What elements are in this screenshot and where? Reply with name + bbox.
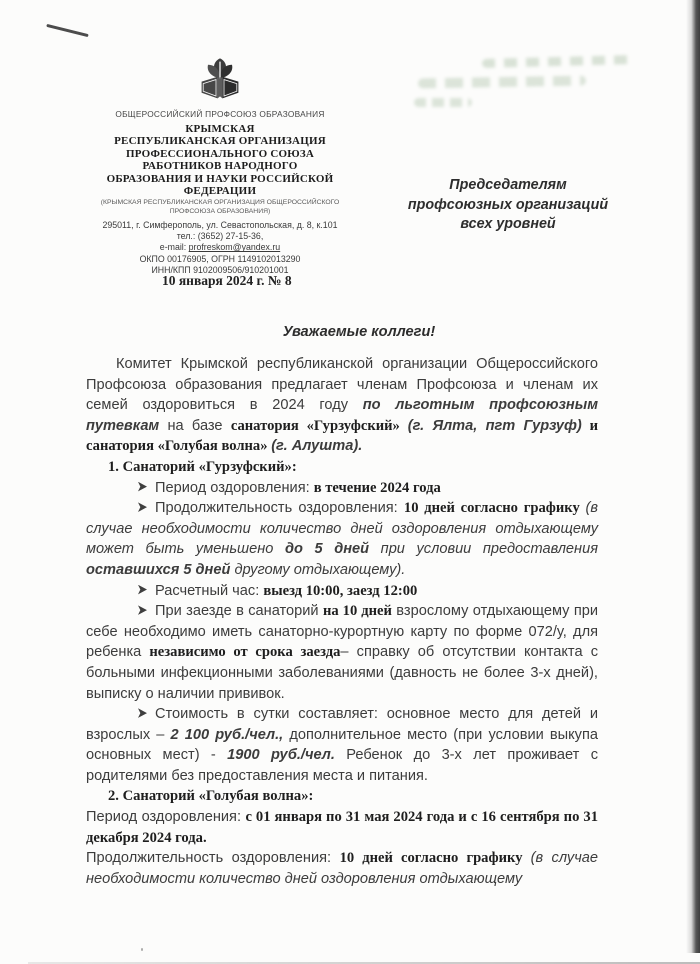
list-arrow-icon	[112, 498, 147, 519]
text-segment: и	[581, 417, 599, 434]
section-heading-gurzufsky	[86, 457, 598, 478]
text-segment: 10 дней согласно графику	[339, 850, 531, 867]
union-emblem-icon	[195, 56, 245, 104]
inn-kpp-line: ИНН/КПП 9102009506/910201001	[151, 265, 289, 276]
alt-name-line: (КРЫМСКАЯ РЕСПУБЛИКАНСКАЯ ОРГАНИЗАЦИЯ ОБЩЕРОССИЙСКОГО	[100, 199, 340, 207]
text-segment: Комитет Крымской республиканской организации Общероссийского Профсоюза образования предлагает членам Профсоюза и членам их семей оздоровиться в 2024 году	[86, 356, 598, 414]
text-segment: Продолжительность оздоровления:	[155, 500, 404, 517]
scan-speck	[141, 948, 143, 951]
recipient-block	[400, 176, 616, 235]
scan-edge-shadow	[686, 0, 700, 953]
org-name-line: ПРОФЕССИОНАЛЬНОГО СОЮЗА	[125, 147, 315, 160]
postal-address: 295011, г. Симферополь, ул. Севастопольская, д. 8, к.101	[102, 219, 338, 230]
list-arrow-icon	[112, 704, 147, 725]
section-heading-golubaya-volna	[86, 786, 598, 807]
text-segment: санатория «Гурзуфский»	[230, 417, 408, 434]
salutation: Уважаемые коллеги!	[282, 324, 436, 340]
text-segment: дополнительное место (при условии выкупа основных мест) -	[86, 726, 598, 764]
recipient-line: Председателям	[449, 177, 567, 193]
recipient-line: всех уровней	[460, 216, 556, 232]
list-arrow-icon	[112, 601, 147, 622]
ink-bleed-artifact	[414, 98, 472, 107]
text-segment: 2 100 руб./чел.,	[170, 726, 284, 743]
paragraph-duration-2	[86, 848, 598, 889]
text-segment: на 10 дней	[322, 603, 392, 620]
text-segment: 2. Санаторий «Голубая волна»:	[108, 788, 314, 805]
list-item-period	[86, 478, 598, 499]
text-segment: выезд 10:00, заезд 12:00	[263, 582, 418, 599]
list-arrow-icon	[112, 478, 147, 499]
recipient-line: профсоюзных организаций	[407, 196, 609, 213]
union-name-line: ОБЩЕРОССИЙСКИЙ ПРОФСОЮЗ ОБРАЗОВАНИЯ	[115, 109, 325, 119]
date-and-number-line: 10 января 2024 г. № 8	[162, 273, 292, 288]
text-segment: Период оздоровления:	[86, 809, 246, 826]
letter-body	[86, 354, 598, 889]
text-segment: – справку об отсутствии контакта с больными инфекционными заболеваниями (давность не более 3-х дней), выписку о наличии прививок.	[86, 644, 598, 702]
list-item-price	[86, 704, 598, 786]
text-segment: с 01 января по 31 мая 2024 года и с 16 сентября по 31 декабря 2024 года.	[86, 809, 598, 846]
text-segment: (в случае необходимости количество дней оздоровления отдыхающему	[86, 850, 598, 887]
contact-block	[100, 220, 340, 276]
text-segment: санатория «Голубая волна»	[86, 438, 272, 455]
intro-paragraph	[86, 354, 598, 457]
text-segment: 1. Санаторий «Гурзуфский»:	[108, 458, 297, 475]
text-segment: независимо от срока заезда	[149, 644, 341, 661]
email-address: profreskom@yandex.ru	[188, 242, 281, 253]
list-item-documents	[86, 601, 598, 704]
text-segment: Период оздоровления:	[155, 479, 314, 496]
text-segment: до 5 дней	[284, 541, 370, 558]
text-segment: При заезде в санаторий	[155, 603, 323, 620]
ink-bleed-artifact	[482, 55, 632, 68]
ink-bleed-artifact	[418, 76, 586, 89]
org-name-line: РЕСПУБЛИКАНСКАЯ ОРГАНИЗАЦИЯ	[114, 135, 326, 148]
text-segment: (в случае необходимости количество дней оздоровления отдыхающему может быть уменьшено	[86, 500, 598, 558]
org-name-line: ОБРАЗОВАНИЯ И НАУКИ РОССИЙСКОЙ	[106, 172, 334, 185]
org-name-line: ФЕДЕРАЦИИ	[183, 185, 257, 198]
list-arrow-icon	[112, 581, 147, 602]
text-segment: оставшихся 5 дней	[86, 561, 231, 578]
text-segment: Стоимость в сутки составляет: основное место для детей и взрослых –	[86, 706, 598, 743]
text-segment: на базе	[159, 417, 231, 434]
email-label: e-mail:	[159, 242, 189, 253]
phone-line: тел.: (3652) 27-15-36,	[176, 231, 264, 242]
org-name-line: РАБОТНИКОВ НАРОДНОГО	[142, 160, 298, 173]
letterhead-block	[100, 56, 340, 276]
organization-alt-name	[100, 199, 340, 215]
text-segment: по льготным профсоюзным путевкам	[86, 397, 598, 434]
list-item-checkout	[86, 581, 598, 602]
email-line	[100, 242, 340, 253]
text-segment: другому отдыхающему).	[230, 561, 406, 578]
org-name-line: КРЫМСКАЯ	[185, 123, 255, 135]
scan-scratch-artifact	[46, 24, 88, 37]
organization-name	[100, 123, 340, 197]
text-segment: взрослому отдыхающему при себе необходимо иметь санаторно-курортную карту по форме 072/у, для ребенка	[86, 603, 598, 661]
text-segment: Расчетный час:	[155, 582, 264, 599]
okpo-ogrn-line: ОКПО 00176905, ОГРН 1149102013290	[139, 253, 301, 264]
text-segment: при условии предоставления	[369, 541, 598, 558]
list-item-duration	[86, 498, 598, 580]
text-segment: в течение 2024 года	[313, 479, 441, 496]
text-segment: 1900 руб./чел.	[227, 747, 335, 764]
text-segment: (г. Алушта).	[271, 438, 363, 455]
paragraph-period-2	[86, 807, 598, 848]
text-segment: Ребенок до 3-х лет проживает с родителями без предоставления места и питания.	[86, 747, 598, 784]
text-segment: Продолжительность оздоровления:	[86, 850, 340, 867]
alt-name-line: ПРОФСОЮЗА ОБРАЗОВАНИЯ)	[169, 207, 271, 215]
text-segment: 10 дней согласно графику	[403, 500, 586, 517]
text-segment: (г. Ялта, пгт Гурзуф)	[407, 417, 582, 434]
